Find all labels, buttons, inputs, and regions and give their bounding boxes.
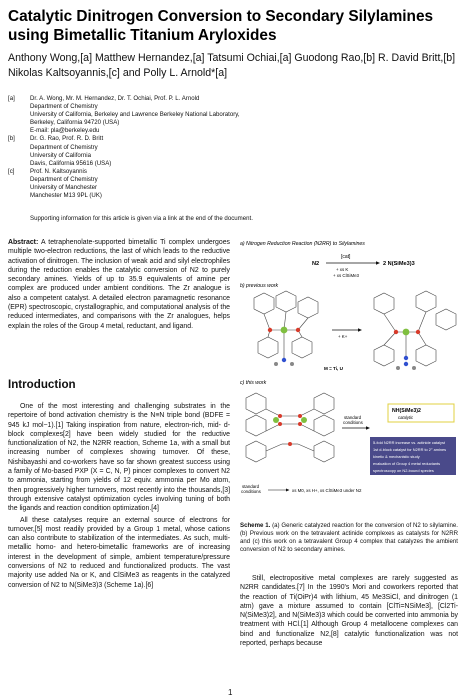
page-number: 1 (228, 688, 233, 697)
introduction-heading: Introduction (8, 378, 76, 391)
affiliation-entry (8, 168, 448, 200)
arrow-head (376, 261, 380, 264)
bottom-conditions-note: xs M0, xs H+, xs ClSiMe3 under N2 (292, 488, 362, 493)
affiliation-entry (8, 95, 448, 135)
affiliation-lines (30, 95, 448, 135)
right-paragraph: Still, electropositive metal complexes are rarely suggested as N2RR candidates.[7] In the 1990's Mori and coworkers reported that the reaction of Ti(OiPr)4 with lithium, 45 Me3SiCl, and dinitrogen (1 atm) gave a mixture assumed to contain [ClTi=NSiMe3], [Cl2Ti-N(SiMe3)2], and N(SiMe3)3 which could be converted into ammonia by treatment with HCl.[1] Although Group 4 metallocene complexes can bind and functionalize N2,[8] catalytic functionalization was not reported, perhaps because (240, 575, 458, 648)
scheme-a-label: a) Nitrogen Reduction Reaction (N2RR) to Silylamines (240, 241, 365, 247)
scheme-c-label: c) this work (240, 380, 267, 386)
previous-work-structure-right (374, 291, 456, 370)
cat-label: [cat] (341, 254, 351, 260)
panel-b-k-label: + K+ (338, 334, 348, 339)
std-conditions-1: standard (344, 415, 362, 420)
affiliation-line: E-mail: pla@berkeley.edu (30, 127, 100, 135)
author-list: Anthony Wong,[a] Matthew Hernandez,[a] Tatsumi Ochiai,[a] Guodong Rao,[b] R. David Britt,[b] Nikolas Kaltsoyannis,[c] and Polly L. Arnold*[a] (8, 52, 456, 79)
affiliation-line: Department of Chemistry (30, 143, 98, 151)
scheme-b-label: b) previous work (240, 283, 279, 289)
caption-text: (a) Generic catalyzed reaction for the conversion of N2 to silylamine. (b) Previous work on the tetravalent actinide complexes as catalysts for N2RR and (c) this work on a tetravalent Group 4 complex that catalyzes the ambient conversion of N2 to secondary amines. (240, 522, 458, 554)
previous-work-structure-left (254, 291, 318, 366)
panel-c-arrow-head (366, 426, 370, 429)
bottom-arrow-head (286, 489, 290, 492)
affiliation-tag: [a] (8, 95, 15, 102)
condition-clsime3: + xs ClSiMe3 (333, 273, 359, 278)
abstract (8, 238, 230, 331)
intro-paragraph: One of the most interesting and challenging substrates in the repertoire of bond activation chemistry is the N≡N triple bond (BDFE = 945 kJ mol−1).[1] Taking inspiration from nature, electron-rich, mid- d-block complexes[2] have been widely studied for the reductive functionalization of N2, the N2RR reaction, Scheme 1a, with a small but increasing number of complexes showing turnover. Of these, Nishibayashi and co-workers have so far shown greatest success using a family of Mo-based PXP (X = C, N, P) pincer complexes to convert N2 to ammonia, starting from yields of 12 equiv. ammonia per Mo atom, then progressively higher turnovers, most recently into the thousands,[3] through extensive catalyst optimization cycles involving tuning of both the ligands and reaction condition optimization.[4] (8, 403, 230, 513)
panel-b-arrow-head (358, 328, 362, 331)
affiliation-line: Dr. A. Wong, Mr. M. Hernandez, Dr. T. Ochiai, Prof. P. L. Arnold (30, 95, 200, 102)
affiliation-line: Dr. G. Rao, Prof. R. D. Britt (30, 135, 104, 143)
affiliation-line: University of Manchester (30, 184, 98, 192)
affiliation-line: Prof. N. Kaltsoyannis (30, 167, 87, 175)
abstract-text: A tetraphenolate-supported bimetallic Ti complex undergoes multiple two-electron reductions, the last of which leads to the reductive activation of dinitrogen. The inclusion of weak acid and silyl electrophiles during the reduction enables the catalytic conversion of N2 to purely secondary amines. Yields of up to 35.9 equivalents of amine per complex are produced under ambient conditions. The Zr analogue is also a competent catalyst. A detailed electron paramagnetic resonance (EPR) spectroscopic, crystallographic, and computational analysis of the reduced intermediates, and comparisons with the Zr analogues, helps explain the roles of the Group 4 metal, reductant, and ligand. (8, 239, 230, 330)
highlight-item: 1st d-block catalyst for N2RR to 2° amines (373, 447, 447, 452)
intro-column-left (8, 402, 230, 592)
affiliations (8, 95, 448, 200)
reactant-n2: N2 (312, 261, 320, 267)
affiliation-entry (8, 135, 448, 167)
supporting-info-note: Supporting information for this article is given via a link at the end of the document. (30, 215, 253, 222)
bottom-std-1: standard (242, 484, 260, 489)
affiliation-tag: [c] (8, 167, 15, 175)
abstract-label: Abstract: (8, 239, 39, 246)
affiliation-tag: [b] (8, 135, 15, 143)
product-amine: NH(SiMe3)2 (392, 408, 421, 414)
product-catalytic: catalytic (398, 415, 414, 420)
affiliation-line: Department of Chemistry (30, 175, 98, 183)
affiliation-line: Manchester M13 9PL (UK) (30, 192, 102, 200)
highlight-item: kinetic & mechanistic study (373, 454, 420, 459)
std-conditions-2: conditions (343, 420, 363, 425)
intro-column-right (240, 574, 458, 650)
affiliation-line: Department of Chemistry (30, 103, 98, 111)
highlight-item: evaluation of Group 4 metal reductants (373, 461, 441, 466)
bottom-std-2: conditions (241, 489, 261, 494)
highlight-item: 5-fold N2RR increase vs. actinide catalyst (373, 440, 446, 445)
affiliation-lines (30, 168, 448, 200)
intro-paragraph: All these catalyses require an external source of electrons for turnover,[5] most readily provided by a Group 1 metal, whose cations can also contribute to stabilization of the intermediates. As such, multi-metallic homo- and hetero-bimetallic frameworks are of increasing interest in the development of simple, ambient temperature/pressure conversions of N2 to reduced and functionalized products. The vast majority use added Na or K, and ClSiMe3 as reagents in the catalyzed conversion of N2 to N(SiMe3)3 (Scheme 1a).[6] (8, 516, 230, 589)
affiliation-line: Berkeley, California 94720 (USA) (30, 119, 120, 127)
scheme-caption (240, 522, 458, 554)
this-work-structure (246, 393, 334, 462)
scheme-1-figure (240, 238, 458, 518)
affiliation-lines (30, 135, 448, 167)
affiliation-line: Davis, California 95616 (USA) (30, 159, 112, 167)
paper-title: Catalytic Dinitrogen Conversion to Secondary Silylamines using Bimetallic Titanium Aryloxides (8, 8, 434, 44)
condition-k: + xs K (336, 267, 349, 272)
caption-label: Scheme 1. (240, 522, 271, 529)
highlight-item: spectroscopy on N2-bound species (373, 468, 434, 473)
product-silylamine: 2 N(SiMe3)3 (383, 261, 415, 267)
affiliation-line: University of California, Berkeley and Lawrence Berkeley National Laboratory, (30, 111, 240, 119)
affiliation-line: University of California (30, 151, 91, 159)
panel-b-metal-label: M = Ti, U (324, 366, 343, 371)
